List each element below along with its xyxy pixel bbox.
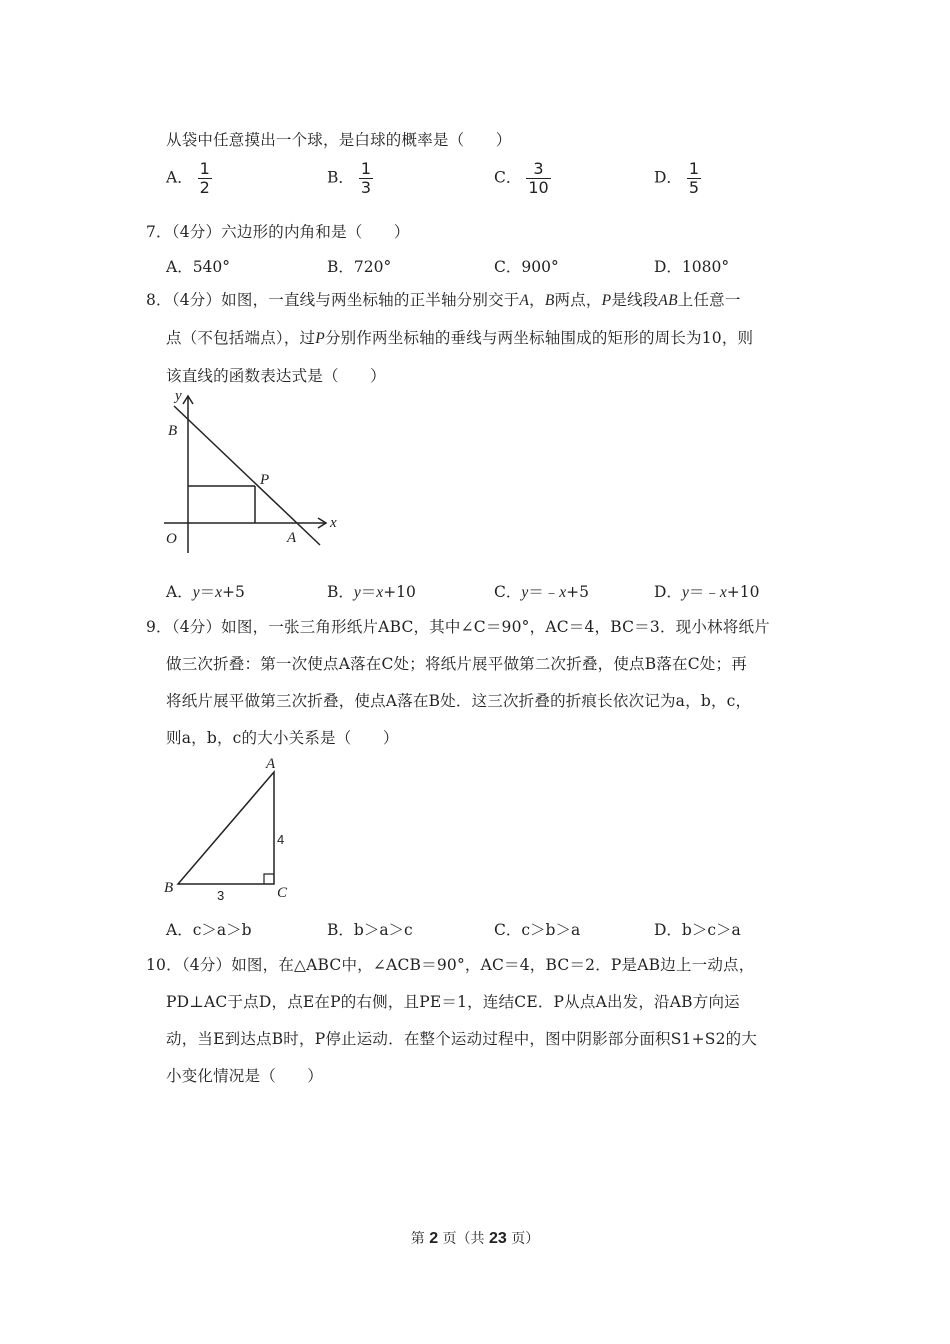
line-ab (174, 406, 320, 545)
q9-option-c[interactable]: C．c＞b＞a (494, 921, 581, 939)
page-number: 2 (429, 1230, 439, 1247)
q8-option-a[interactable] (166, 580, 245, 602)
q7-options (0, 255, 950, 283)
q6-option-d[interactable] (654, 160, 701, 197)
option-letter: C． (494, 168, 522, 187)
label-c: C (277, 885, 288, 901)
q9-line-3: 将纸片展平做第三次折叠，使点A落在B处．这三次折叠的折痕长依次记为a，b，c， (166, 692, 752, 710)
right-angle-mark (264, 874, 274, 884)
label-side-ac: 4 (277, 832, 285, 847)
label-side-bc: 3 (217, 888, 225, 902)
q8-coordinate-figure (160, 388, 345, 558)
option-letter: A． (166, 168, 193, 187)
option-letter: A． (166, 583, 193, 601)
footer-text: 页） (506, 1231, 540, 1247)
text: ＝ (360, 583, 377, 601)
q9-line-1: 9．（4分）如图，一张三角形纸片ABC，其中∠C＝90°，AC＝4，BC＝3．现小林将纸片 (146, 618, 770, 636)
q9-options (0, 918, 950, 946)
q7-option-d[interactable]: D．1080° (654, 258, 730, 276)
q6-options (0, 159, 950, 197)
text: +5 (222, 583, 245, 601)
q9-line-4: 则a，b，c的大小关系是（ ） (166, 729, 399, 747)
numerator: 1 (360, 159, 372, 178)
label-o: O (166, 531, 177, 547)
q7-option-b[interactable]: B．720° (327, 258, 392, 276)
var-b: B (544, 292, 555, 309)
var-a: A (519, 292, 530, 309)
option-letter: D． (654, 168, 682, 187)
var-x: x (376, 584, 384, 601)
text: 上任意一 (677, 291, 741, 309)
q7-option-a[interactable]: A．540° (166, 258, 231, 276)
text: 点（不包括端点），过 (166, 329, 316, 347)
label-y: y (175, 388, 182, 404)
footer-text: 页（共 (438, 1231, 489, 1247)
text: +5 (566, 583, 590, 601)
var-y: y (681, 584, 689, 601)
q9-line-2: 做三次折叠：第一次使点A落在C处；将纸片展平做第二次折叠，使点B落在C处；再 (166, 655, 747, 673)
text: 分别作两坐标轴的垂线与两坐标轴围成的矩形的周长为10，则 (324, 329, 754, 347)
var-p: P (601, 292, 612, 309)
q10-line-2: PD⊥AC于点D，点E在P的右侧，且PE＝1，连结CE．P从点A出发，沿AB方向运 (166, 993, 740, 1011)
denominator: 10 (528, 178, 549, 197)
fraction (198, 160, 212, 197)
text: 两点， (554, 291, 602, 309)
q8-option-b[interactable] (327, 580, 416, 602)
q7-option-c[interactable]: C．900° (494, 258, 559, 276)
var-x: x (719, 584, 727, 601)
fraction (687, 160, 701, 197)
q10-line-4: 小变化情况是（ ） (166, 1067, 324, 1085)
q6-option-a[interactable] (166, 160, 212, 197)
label-b: B (164, 880, 174, 896)
var-ab: AB (658, 292, 678, 309)
text: ＝ (199, 583, 216, 601)
q9-option-a[interactable]: A．c＞a＞b (166, 921, 252, 939)
option-letter: C． (494, 583, 522, 601)
q8-line-1 (146, 288, 741, 310)
numerator: 1 (199, 159, 210, 178)
q9-option-d[interactable]: D．b＞c＞a (654, 921, 741, 939)
total-pages: 23 (489, 1230, 507, 1247)
q8-line-2 (166, 326, 753, 348)
denominator: 3 (360, 178, 372, 197)
q9-triangle-figure (160, 752, 300, 902)
q10-line-3: 动，当E到达点B时，P停止运动．在整个运动过程中，图中阴影部分面积S1+S2的大 (166, 1030, 758, 1048)
q8-options (0, 580, 950, 608)
text: ＝﹣ (528, 583, 560, 601)
text: ， (529, 291, 545, 309)
text: 8．（4分）如图，一直线与两坐标轴的正半轴分别交于 (146, 291, 520, 309)
footer-text: 第 (410, 1231, 430, 1247)
option-letter: B． (327, 583, 354, 601)
var-y: y (192, 584, 200, 601)
text: +10 (726, 583, 760, 601)
q8-line-3: 该直线的函数表达式是（ ） (166, 367, 386, 385)
fraction (526, 160, 550, 197)
var-x: x (215, 584, 222, 601)
label-p: P (260, 472, 270, 488)
denominator: 2 (199, 178, 210, 197)
label-x: x (330, 515, 337, 531)
var-y: y (521, 584, 529, 601)
q9-option-b[interactable]: B．b＞a＞c (327, 921, 413, 939)
q7-stem: 7．（4分）六边形的内角和是（ ） (146, 223, 410, 241)
option-letter: D． (654, 583, 682, 601)
denominator: 5 (688, 178, 700, 197)
numerator: 3 (526, 160, 550, 179)
q10-line-1: 10．（4分）如图，在△ABC中，∠ACB＝90°，AC＝4，BC＝2．P是AB边上一动点， (146, 956, 755, 974)
page-footer (0, 1228, 950, 1248)
var-y: y (353, 584, 361, 601)
q8-option-c[interactable] (494, 580, 589, 602)
label-a: A (287, 530, 297, 546)
triangle-abc (178, 772, 274, 884)
q6-option-b[interactable] (327, 160, 373, 197)
q8-option-d[interactable] (654, 580, 759, 602)
var-x: x (559, 584, 567, 601)
fraction (359, 160, 373, 197)
text: +10 (383, 583, 416, 601)
numerator: 1 (688, 159, 700, 178)
label-a: A (266, 756, 276, 772)
label-b: B (168, 423, 178, 439)
q6-option-c[interactable] (494, 160, 551, 197)
option-letter: B． (327, 168, 354, 187)
text: 是线段 (611, 291, 659, 309)
text: ＝﹣ (688, 583, 720, 601)
q6-stem-tail: 从袋中任意摸出一个球，是白球的概率是（ ） (166, 131, 512, 149)
var-p: P (315, 330, 325, 347)
